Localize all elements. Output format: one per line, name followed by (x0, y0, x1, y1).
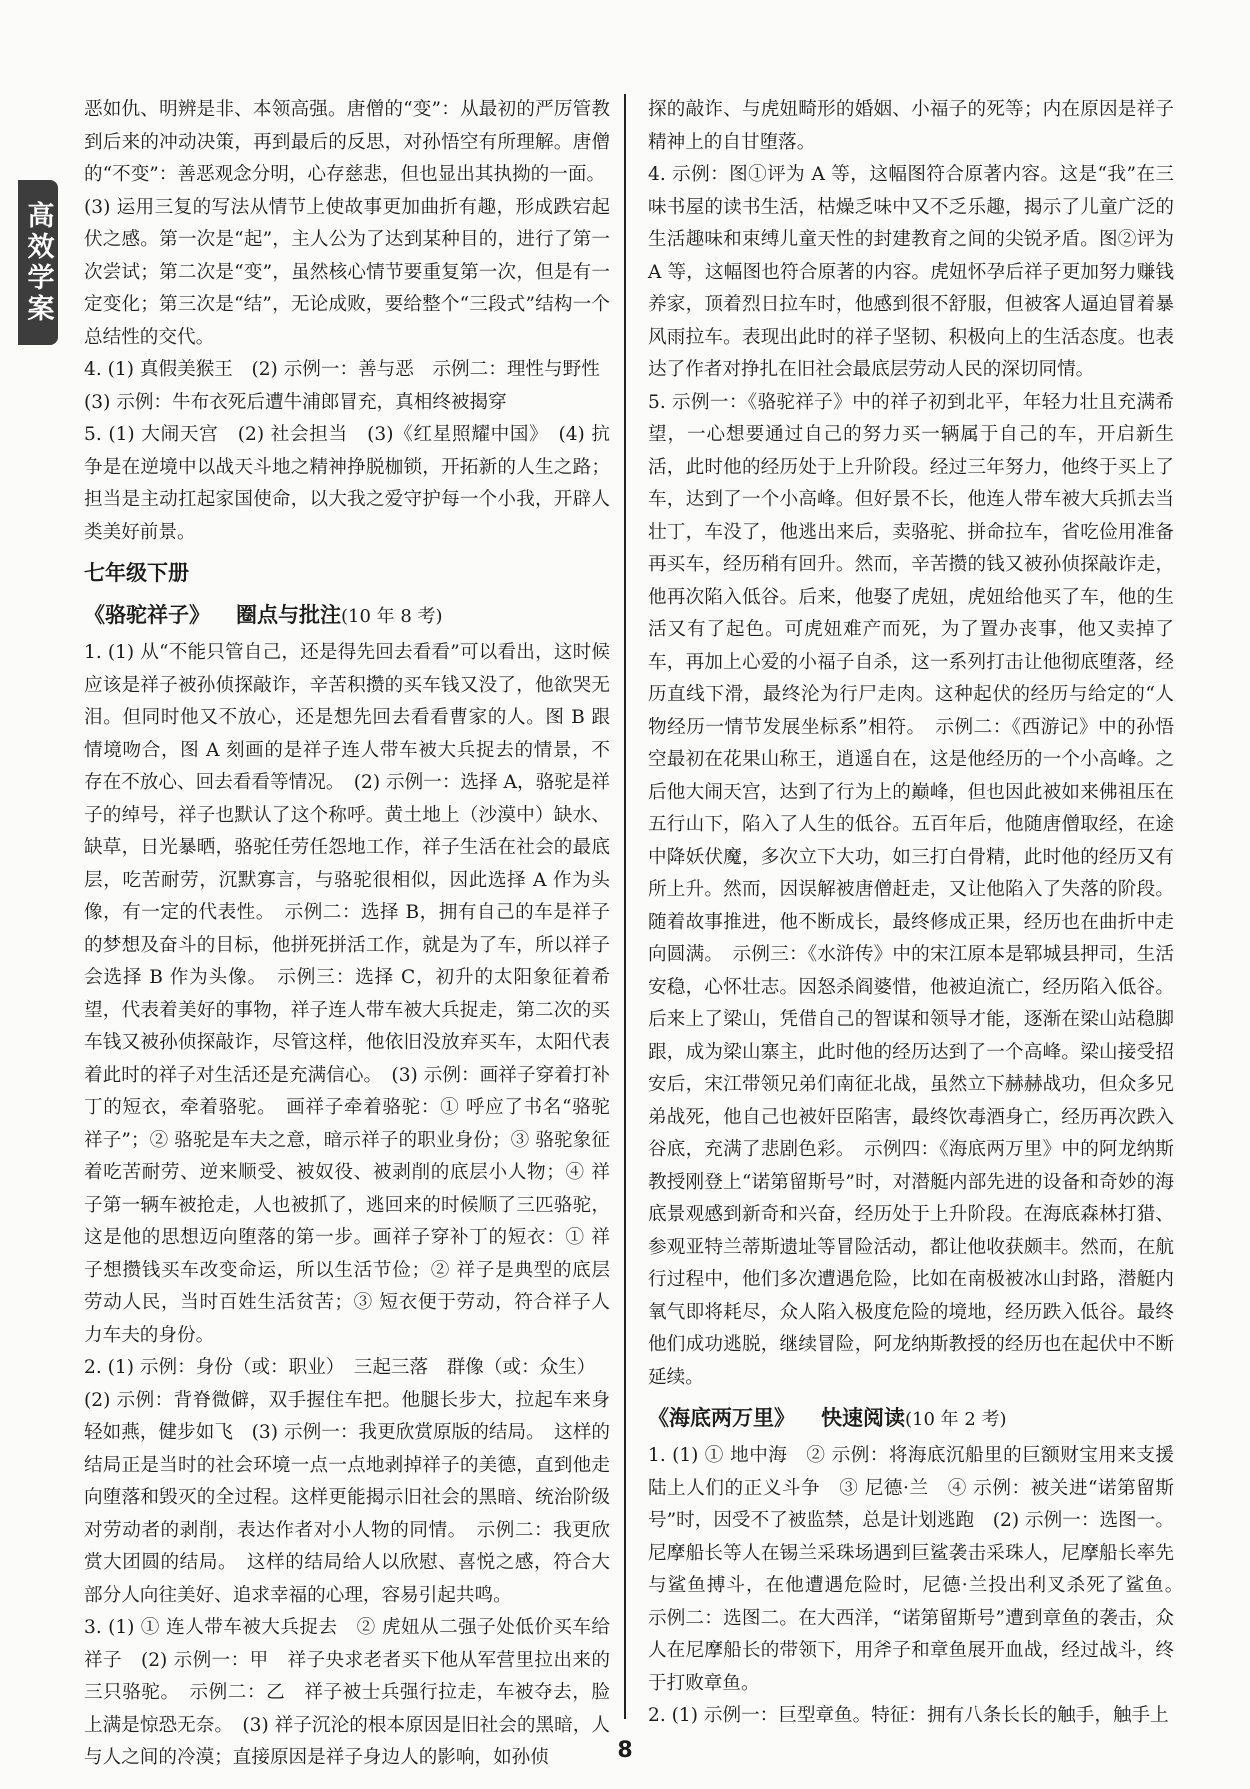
answer-paragraph: 1. (1) ① 地中海 ② 示例：将海底沉船里的巨额财宝用来支援陆上人们的正义斗争 ③ 尼德·兰 ④ 示例：被关进“诺第留斯号”时，因受不了被监禁，总是计划逃跑 (2) 示例一：选图一。尼摩船长等人在锡兰采珠场遇到巨鲨袭击采珠人，尼摩船长率先与鲨鱼搏斗，在他遭遇危险时，尼德·兰投出利叉杀死了鲨鱼。 示例二：选图二。在大西洋，“诺第留斯号”遭到章鱼的袭击，众人在尼摩船长的带领下，用斧子和章鱼展开血战，经过战斗，终于打败章鱼。 (648, 1445, 1193, 1694)
page-number: 8 (617, 1738, 633, 1763)
answer-paragraph: 2. (1) 示例：身份（或：职业） 三起三落 群像（或：众生） (84, 1357, 596, 1378)
section-book-title: 《海底两万里》 (648, 1406, 795, 1430)
section-book-title: 《骆驼祥子》 (84, 603, 210, 627)
answer-paragraph: (3) 运用三复的写法从情节上使故事更加曲折有趣，形成跌宕起伏之感。第一次是“起”，主人公为了达到某种目的，进行了第一次尝试；第二次是“变”，虽然核心情节要重复第一次，但是有一定变化；第三次是“结”，无论成败，要给整个“三段式”结构一个总结性的交代。 (84, 196, 610, 348)
answer-paragraph: 1. (1) 从“不能只管自己，还是得先回去看看”可以看出，这时候应该是祥子被孙侦探敲诈，辛苦积攒的买车钱又没了，他欲哭无泪。但同时他又不放心，还是想先回去看看曹家的人。图 B 跟情境吻合，图 A 刻画的是祥子连人带车被大兵捉去的情景，不存在不放心、回去看看等情况。 (2) 示例一：选择 A，骆驼是祥子的绰号，祥子也默认了这个称呼。黄土地上（沙漠中）缺水、缺草，日光暴晒，骆驼任劳任怨地工作，祥子生活在社会的最底层，吃苦耐劳，沉默寡言，与骆驼很相似，因此选择 A 作为头像，有一定的代表性。 示例二：选择 B，拥有自己的车是祥子的梦想及奋斗的目标，他拼死拼活工作，就是为了车，所以祥子会选择 B 作为头像。 示例三：选择 C，初升的太阳象征着希望，代表着美好的事物，祥子连人带车被大兵捉走，第二次的买车钱又被孙侦探敲诈，尽管这样，他依旧没放弃买车，太阳代表着此时的祥子对生活还是充满信心。 (3) 示例：画祥子穿着打补丁的短衣，牵着骆驼。 画祥子牵着骆驼：① 呼应了书名“骆驼祥子”；② 骆驼是车夫之意，暗示祥子的职业身份；③ 骆驼象征着吃苦耐劳、逆来顺受、被奴役、被剥削的底层小人物；④ 祥子第一辆车被抢走，人也被抓了，逃回来的时候顺了三匹骆驼，这是他的思想迈向堕落的第一步。画祥子穿补丁的短衣：① 祥子想攒钱买车改变命运，所以生活节俭；② 祥子是典型的底层劳动人民，当时百姓生活贫苦；③ 短衣便于劳动，符合祥子人力车夫的身份。 (84, 642, 610, 1346)
section-kind: 圈点与批注 (236, 603, 341, 627)
section-heading (648, 1400, 1174, 1438)
answer-paragraph: 3. (1) ① 连人带车被大兵捉去 ② 虎妞从二强子处低价买车给祥子 (2) 示例一：甲 祥子央求老者买下他从军营里拉出来的三只骆驼。 示例二：乙 祥子被士兵强行拉走，车被夺去，脸上满是惊恐无奈。 (3) 祥子沉沦的根本原因是旧社会的黑暗，人与人之间的冷漠；直接原因是祥子身边人的影响，如孙侦 (84, 1617, 610, 1768)
section-heading (84, 597, 610, 635)
answer-paragraph: 4. 示例：图①评为 A 等，这幅图符合原著内容。这是“我”在三味书屋的读书生活，枯燥乏味中又不乏乐趣，揭示了儿童广泛的生活趣味和束缚儿童天性的封建教育之间的尖锐矛盾。图②评为 A 等，这幅图也符合原著的内容。虎妞怀孕后祥子更加努力赚钱养家，顶着烈日拉车时，他感到很不舒服，但被客人逼迫冒着暴风雨拉车。表现出此时的祥子坚韧、积极向上的生活态度。也表达了作者对挣扎在旧社会最底层劳动人民的深切同情。 (648, 164, 1174, 380)
section-kind: 快速阅读 (821, 1406, 905, 1430)
answer-paragraph: 恶如仇、明辨是非、本领高强。唐僧的“变”：从最初的严厉管教到后来的冲动决策，再到最后的反思，对孙悟空有所理解。唐僧的“不变”：善恶观念分明，心存慈悲，但也显出其执拗的一面。 (84, 99, 610, 185)
right-column (648, 94, 1193, 1733)
section-exam-count: (10 年 8 考) (341, 606, 443, 627)
answer-paragraph: (3) 示例：牛布衣死后遭牛浦郎冒充，真相终被揭穿 (84, 391, 507, 413)
answer-paragraph: (2) 示例：背脊微僻，双手握住车把。他腿长步大，拉起车来身轻如燕，健步如飞 (3) 示例一：我更欣赏原版的结局。 这样的结局正是当时的社会环境一点一点地剥掉祥子的美德，直到他走向堕落和毁灭的全过程。这样更能揭示旧社会的黑暗、统治阶级对劳动者的剥削，表达作者对小人物的同情。 示例二：我更欣赏大团圆的结局。 这样的结局给人以欣慰、喜悦之感，符合大部分人向往美好、追求幸福的心理，容易引起共鸣。 (84, 1389, 610, 1606)
answer-paragraph: 探的敲诈、与虎妞畸形的婚姻、小福子的死等；内在原因是祥子精神上的自甘堕落。 (648, 99, 1174, 153)
answer-paragraph: 5. 示例一：《骆驼祥子》中的祥子初到北平，年轻力壮且充满希望，一心想要通过自己的努力买一辆属于自己的车，开启新生活，此时他的经历处于上升阶段。经过三年努力，他终于买上了车，达到了一个小高峰。但好景不长，他连人带车被大兵抓去当壮丁，车没了，他逃出来后，卖骆驼、拼命拉车，省吃俭用准备再买车，经历稍有回升。然而，辛苦攒的钱又被孙侦探敲诈走，他再次陷入低谷。后来，他娶了虎妞，虎妞给他买了车，他的生活又有了起色。可虎妞难产而死，为了置办丧事，他又卖掉了车，再加上心爱的小福子自杀，这一系列打击让他彻底堕落，经历直线下滑，最终沦为行尸走肉。这种起伏的经历与给定的“人物经历一情节发展坐标系”相符。 示例二：《西游记》中的孙悟空最初在花果山称王，逍遥自在，这是他经历的一个小高峰。之后他大闹天宫，达到了行为上的巅峰，但也因此被如来佛祖压在五行山下，陷入了人生的低谷。五百年后，他随唐僧取经，在途中降妖伏魔，多次立下大功，如三打白骨精，此时他的经历又有所上升。然而，因误解被唐僧赶走，又让他陷入了失落的阶段。随着故事推进，他不断成长，最终修成正果，经历也在曲折中走向圆满。 示例三：《水浒传》中的宋江原本是郓城县押司，生活安稳，心怀壮志。因怒杀阎婆惜，他被迫流亡，经历陷入低谷。后来上了梁山，凭借自己的智谋和领导才能，逐渐在梁山站稳脚跟，成为梁山寨主，此时他的经历达到了一个高峰。梁山接受招安后，宋江带领兄弟们南征北战，虽然立下赫赫战功，但众多兄弟战死，他自己也被奸臣陷害，最终饮毒酒身亡，经历再次跌入谷底，充满了悲剧色彩。 示例四：《海底两万里》中的阿龙纳斯教授刚登上“诺第留斯号”时，对潜艇内部先进的设备和奇妙的海底景观感到新奇和兴奋，经历处于上升阶段。在海底森林打猎、参观亚特兰蒂斯遗址等冒险活动，都让他收获颇丰。然而，在航行过程中，他们多次遭遇危险，比如在南极被冰山封路，潜艇内氧气即将耗尽，众人陷入极度危险的境地，经历跌入低谷。最终他们成功逃脱，继续冒险，阿龙纳斯教授的经历也在起伏中不断延续。 (648, 391, 1174, 1388)
answer-paragraph: 4. (1) 真假美猴王 (2) 示例一：善与恶 示例二：理性与野性 (84, 359, 600, 380)
side-tab-label: 高效学案 (18, 180, 58, 345)
column-divider (624, 94, 626, 1719)
grade-heading: 七年级下册 (84, 561, 189, 585)
answer-paragraph: 5. (1) 大闹天宫 (2) 社会担当 (3)《红星照耀中国》 (4) 抗争是在逆境中以战天斗地之精神挣脱枷锁，开拓新的人生之路；担当是主动扛起家国使命，以大我之爱守护每一个小我，开辟人类美好前景。 (84, 424, 610, 543)
answer-paragraph: 2. (1) 示例一：巨型章鱼。特征：拥有八条长长的触手，触手上 (648, 1705, 1169, 1726)
section-exam-count: (10 年 2 考) (905, 1409, 1007, 1430)
left-column (84, 94, 610, 1775)
